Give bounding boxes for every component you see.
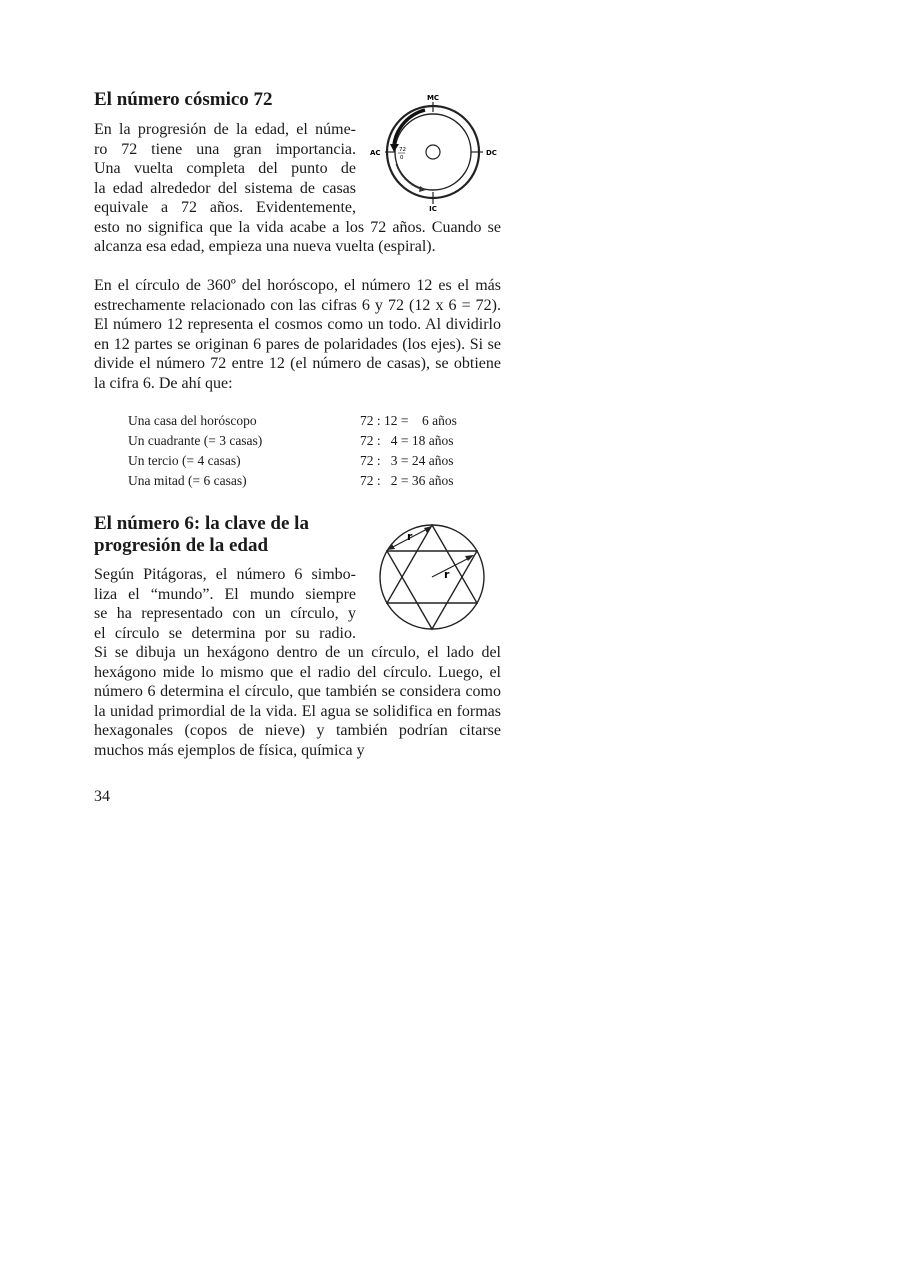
mc-label: MC xyxy=(426,94,440,102)
dc-label: DC xyxy=(486,149,497,157)
row-calculation: 72 : 12 = 6 años xyxy=(360,413,457,428)
intro-line: equivale a 72 años. Evidentemente, xyxy=(94,199,356,216)
intro-line: liza el “mundo”. El mundo siempre xyxy=(94,585,356,603)
intro-line: Según Pitágoras, el número 6 simbo- xyxy=(94,566,356,583)
section-2-title-line-2: progresión de la edad xyxy=(94,535,269,556)
section-1-paragraph-2 xyxy=(94,276,501,393)
radius-label: r xyxy=(407,530,413,543)
intro-line: el círculo se determina por su radio. xyxy=(94,624,356,642)
table-row xyxy=(128,411,457,431)
table-row xyxy=(128,431,457,451)
intro-line: Una vuelta completa del punto de xyxy=(94,160,356,177)
calculation-table xyxy=(128,411,457,491)
ac-label: AC xyxy=(370,149,381,157)
row-calculation: 72 : 4 = 18 años xyxy=(360,433,454,448)
row-calculation: 72 : 3 = 24 años xyxy=(360,453,454,468)
age-point-circle-diagram xyxy=(368,92,503,214)
intro-line: la edad alrededor del sistema de casas xyxy=(94,179,356,197)
row-description: Una casa del horóscopo xyxy=(128,413,257,428)
paragraph: En el círculo de 360º del horóscopo, el número 12 es el más estrechamente relacionado con las cifras 6 y 72 (12 x 6 = 72). El número 12 representa el cosmos como un todo. Al dividirlo en 12 partes se originan 6 pares de polaridades (los ejes). Si se divide el número 72 entre 12 (el número de casas), se obtiene la cifra 6. De ahí que: xyxy=(94,277,501,392)
intro-line: se ha representado con un círculo, y xyxy=(94,605,356,622)
age-72-label: 72 xyxy=(399,147,406,153)
radius-label: r xyxy=(444,568,450,581)
age-0-label: 0 xyxy=(400,155,404,161)
section-2-title-line-1: El número 6: la clave de la xyxy=(94,513,309,534)
row-calculation: 72 : 2 = 36 años xyxy=(360,473,454,488)
row-description: Un tercio (= 4 casas) xyxy=(128,453,241,468)
intro-line: ro 72 tiene una gran importancia. xyxy=(94,140,356,158)
intro-continuation: Si se dibuja un hexágono dentro de un círculo, el lado del hexágono mide lo mismo que el radio del círculo. Luego, el número 6 determina el círculo, que también se considera como la unidad primordial de la vida. El agua se solidifica en formas hexagonales (copos de nieve) y también podrían citarse muchos más ejemplos de física, química y xyxy=(94,644,501,759)
row-description: Una mitad (= 6 casas) xyxy=(128,473,247,488)
page-number: 34 xyxy=(94,788,110,805)
table-row xyxy=(128,451,457,471)
row-description: Un cuadrante (= 3 casas) xyxy=(128,433,263,448)
ic-label: IC xyxy=(429,205,437,213)
intro-continuation: esto no significa que la vida acabe a los 72 años. Cuando se alcanza esa edad, empieza una nueva vuelta (espiral). xyxy=(94,218,501,255)
hexagram-circle-diagram xyxy=(376,520,488,632)
section-1-title: El número cósmico 72 xyxy=(94,89,273,110)
intro-line: En la progresión de la edad, el núme- xyxy=(94,121,356,138)
table-row xyxy=(128,471,457,491)
